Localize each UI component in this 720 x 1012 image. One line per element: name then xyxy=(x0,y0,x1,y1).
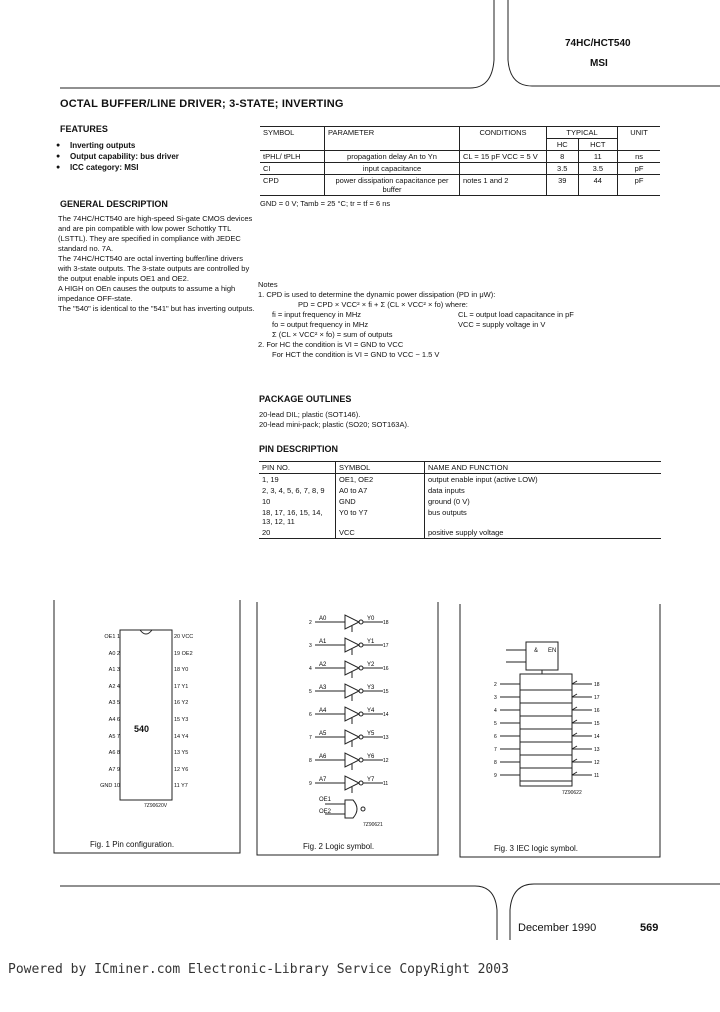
pin-left-label: A0 2 xyxy=(108,650,120,657)
cell-name: bus outputs xyxy=(425,507,662,527)
input-label: A2 xyxy=(319,662,327,668)
col-pin: PIN NO. xyxy=(262,463,290,472)
iec-in-num: 3 xyxy=(494,695,497,701)
table-row xyxy=(259,485,661,496)
iec-in-num: 5 xyxy=(494,721,497,727)
cell-unit: pF xyxy=(618,175,660,196)
pin-right-label: 12 Y6 xyxy=(174,766,189,773)
features-heading: FEATURES xyxy=(60,124,108,134)
output-pin-num: 14 xyxy=(383,712,389,718)
output-label: Y3 xyxy=(367,685,375,691)
output-pin-num: 17 xyxy=(383,643,389,649)
cell-pin: 2, 3, 4, 5, 6, 7, 8, 9 xyxy=(262,486,325,495)
input-pin-num: 6 xyxy=(309,712,312,718)
input-pin-num: 9 xyxy=(309,781,312,787)
package-line: 20-lead DIL; plastic (SOT146). xyxy=(259,410,361,419)
cell-pin: 10 xyxy=(262,497,271,506)
cell-sym: A0 to A7 xyxy=(336,485,425,496)
fig3-en: EN xyxy=(548,648,557,654)
input-label: A3 xyxy=(319,685,327,691)
general-p1: The 74HC/HCT540 are high-speed Si-gate CMOS devices and are pin compatible with low power Schottky TTL (LSTTL). They are specified in compliance with JEDEC standard no. 7A. xyxy=(58,214,253,253)
cell-hc: 3.5 xyxy=(547,163,579,175)
col-typical: TYPICAL xyxy=(547,127,618,139)
fig3-caption: Fig. 3 IEC logic symbol. xyxy=(494,844,579,853)
pin-right-label: 18 Y0 xyxy=(174,667,189,674)
pin-left-label: A7 9 xyxy=(108,766,120,773)
note-line: fi = input frequency in MHz xyxy=(272,310,362,319)
chip-label: 540 xyxy=(134,724,150,734)
credit-line: Powered by ICminer.com Electronic-Library Service CopyRight 2003 xyxy=(8,962,509,977)
col-symbol: SYMBOL xyxy=(260,127,325,151)
cell-param: input capacitance xyxy=(325,163,460,175)
pin-desc-heading: PIN DESCRIPTION xyxy=(259,444,339,454)
cell-sym: OE1, OE2 xyxy=(336,474,425,486)
pin-right-label: 14 Y4 xyxy=(174,733,189,740)
table-row xyxy=(259,507,661,527)
table-row xyxy=(260,151,660,163)
output-pin-num: 13 xyxy=(383,735,389,741)
cell-unit: pF xyxy=(618,163,660,175)
output-pin-num: 15 xyxy=(383,689,389,695)
feature-item: ● Inverting outputs xyxy=(56,140,179,151)
general-heading: GENERAL DESCRIPTION xyxy=(60,199,168,209)
input-pin-num: 4 xyxy=(309,666,312,672)
table-row xyxy=(260,163,660,175)
fig3-iec-symbol xyxy=(458,604,662,859)
note-line: For HCT the condition is VI = GND to VCC − 1.5 V xyxy=(272,350,440,359)
package-line: 20-lead mini-pack; plastic (SO20; SOT163A). xyxy=(259,420,410,429)
iec-out-num: 13 xyxy=(594,747,600,753)
output-label: Y7 xyxy=(367,777,375,783)
col-parameter: PARAMETER xyxy=(325,127,460,151)
chip-notch xyxy=(140,630,152,634)
footer-frame xyxy=(0,880,720,940)
input-label: A1 xyxy=(319,639,327,645)
fig2-oe2: OE2 xyxy=(319,809,332,815)
note-line: fo = output frequency in MHz xyxy=(272,320,369,329)
cell-sym: Y0 to Y7 xyxy=(336,507,425,527)
cell-pin: 20 xyxy=(262,528,271,537)
fig1-caption: Fig. 1 Pin configuration. xyxy=(90,840,175,849)
pin-right-label: 13 Y5 xyxy=(174,750,189,757)
cell-cond xyxy=(460,163,547,175)
col-sym: SYMBOL xyxy=(336,462,425,474)
iec-out-num: 12 xyxy=(594,760,600,766)
fig2-logic-symbol xyxy=(255,602,440,857)
cell-name: data inputs xyxy=(425,485,662,496)
pin-left-label: A2 4 xyxy=(108,683,120,690)
pin-left-label: GND 10 xyxy=(100,783,120,790)
col-unit: UNIT xyxy=(618,127,660,151)
output-label: Y0 xyxy=(367,616,375,622)
table-row xyxy=(259,474,661,486)
cell-param: power dissipation capacitance per buffer xyxy=(325,175,460,196)
pin-right-label: 11 Y7 xyxy=(174,783,188,790)
table-row xyxy=(260,175,660,196)
fig3-amp: & xyxy=(534,648,539,654)
cell-sym: VCC xyxy=(336,527,425,539)
note-line: 2. For HC the condition is VI = GND to VCC xyxy=(258,340,404,349)
features-list xyxy=(56,140,179,173)
cell-symbol: tPHL/ tPLH xyxy=(263,152,301,161)
note-line-pair xyxy=(258,310,658,320)
output-pin-num: 12 xyxy=(383,758,389,764)
pin-left-label: A1 3 xyxy=(108,667,120,674)
fig1-pin-configuration xyxy=(52,600,242,855)
cell-name: positive supply voltage xyxy=(425,527,662,539)
input-label: A0 xyxy=(319,616,327,622)
cell-symbol: CI xyxy=(263,164,271,173)
cell-hct: 11 xyxy=(578,151,618,163)
note-line: 1. CPD is used to determine the dynamic power dissipation (PD in μW): xyxy=(258,290,496,299)
cell-name: output enable input (active LOW) xyxy=(425,474,662,486)
iec-out-num: 18 xyxy=(594,682,600,688)
or-gate xyxy=(345,800,357,818)
note-line: Σ (CL × VCC² × fo) = sum of outputs xyxy=(272,330,393,339)
pin-right-label: 15 Y3 xyxy=(174,717,189,723)
pin-left-label: A3 5 xyxy=(108,700,120,707)
cell-symbol: CPD xyxy=(263,176,279,185)
note-line-pair xyxy=(258,320,658,330)
characteristics-table xyxy=(260,126,660,208)
note-line: CL = output load capacitance in pF xyxy=(458,310,574,319)
cell-unit: ns xyxy=(618,151,660,163)
table-row xyxy=(259,496,661,507)
pin-desc-table xyxy=(259,461,661,539)
pin-left-label: OE1 1 xyxy=(104,634,120,640)
input-label: A6 xyxy=(319,754,327,760)
part-number: 74HC/HCT540 xyxy=(565,38,631,49)
col-conditions: CONDITIONS xyxy=(460,127,547,151)
cell-sym: GND xyxy=(336,496,425,507)
input-pin-num: 3 xyxy=(309,643,312,649)
pin-right-label: 17 Y1 xyxy=(174,683,189,690)
cell-cond: notes 1 and 2 xyxy=(460,175,547,196)
or-bubble xyxy=(361,807,365,811)
cell-name: ground (0 V) xyxy=(425,496,662,507)
pin-left-label: A6 8 xyxy=(108,750,120,757)
fig3-code: 7Z90622 xyxy=(562,790,582,796)
input-pin-num: 8 xyxy=(309,758,312,764)
pin-left-label: A5 7 xyxy=(108,733,120,740)
col-hct: HCT xyxy=(578,139,618,151)
fig3-drawing xyxy=(458,604,662,859)
fig2-oe1: OE1 xyxy=(319,797,332,803)
output-pin-num: 16 xyxy=(383,666,389,672)
iec-out-num: 11 xyxy=(594,773,600,779)
output-label: Y4 xyxy=(367,708,375,714)
iec-in-num: 8 xyxy=(494,760,497,766)
output-label: Y5 xyxy=(367,731,375,737)
iec-in-num: 2 xyxy=(494,682,497,688)
package-heading: PACKAGE OUTLINES xyxy=(259,394,352,404)
input-label: A4 xyxy=(319,708,327,714)
iec-out-num: 16 xyxy=(594,708,600,714)
page-number: 569 xyxy=(640,922,659,934)
output-label: Y2 xyxy=(367,662,375,668)
feature-item: ● Output capability: bus driver xyxy=(56,151,179,162)
col-hc: HC xyxy=(547,139,579,151)
input-label: A5 xyxy=(319,731,327,737)
footer-date: December 1990 xyxy=(518,922,597,934)
pin-left-label: A4 6 xyxy=(108,717,120,723)
fig1-code: 7Z90620V xyxy=(144,803,168,809)
input-pin-num: 7 xyxy=(309,735,312,741)
iec-in-num: 7 xyxy=(494,747,497,753)
output-pin-num: 18 xyxy=(383,620,389,626)
general-description xyxy=(58,214,258,314)
cell-hct: 44 xyxy=(578,175,618,196)
device-class: MSI xyxy=(590,58,608,69)
iec-out-num: 15 xyxy=(594,721,600,727)
iec-in-num: 9 xyxy=(494,773,497,779)
pin-right-label: 20 VCC xyxy=(174,634,194,640)
cell-cond: CL = 15 pF VCC = 5 V xyxy=(460,151,547,163)
output-label: Y6 xyxy=(367,754,375,760)
notes-heading: Notes xyxy=(258,280,278,289)
cell-pin: 18, 17, 16, 15, 14, 13, 12, 11 xyxy=(262,508,323,526)
iec-in-num: 4 xyxy=(494,708,497,714)
input-label: A7 xyxy=(319,777,327,783)
general-p2: The 74HC/HCT540 are octal inverting buffer/line drivers with 3-state outputs. The 3-state outputs are controlled by the output enable inputs OE1 and OE2. xyxy=(58,254,250,283)
cell-hct: 3.5 xyxy=(578,163,618,175)
fig2-code: 7Z90621 xyxy=(363,822,383,828)
iec-in-num: 6 xyxy=(494,734,497,740)
iec-out-num: 17 xyxy=(594,695,600,701)
output-label: Y1 xyxy=(367,639,375,645)
col-name: NAME AND FUNCTION xyxy=(425,462,662,474)
input-pin-num: 2 xyxy=(309,620,312,626)
pin-right-label: 19 OE2 xyxy=(174,650,193,657)
general-p4: The "540" is identical to the "541" but has inverting outputs. xyxy=(58,304,255,313)
feature-item: ● ICC category: MSI xyxy=(56,162,179,173)
table-row xyxy=(259,527,661,539)
output-pin-num: 11 xyxy=(383,781,389,787)
page-title: OCTAL BUFFER/LINE DRIVER; 3-STATE; INVERTING xyxy=(60,98,344,110)
cell-param: propagation delay An to Yn xyxy=(325,151,460,163)
cell-hc: 8 xyxy=(547,151,579,163)
iec-out-num: 14 xyxy=(594,734,600,740)
cell-hc: 39 xyxy=(547,175,579,196)
note-line: VCC = supply voltage in V xyxy=(458,320,546,329)
package-list xyxy=(259,410,409,430)
pin-right-label: 16 Y2 xyxy=(174,700,189,707)
cell-pin: 1, 19 xyxy=(262,475,279,484)
general-p3: A HIGH on OEn causes the outputs to assume a high impedance OFF-state. xyxy=(58,284,236,303)
fig2-drawing xyxy=(255,602,440,857)
table-footnote: GND = 0 V; Tamb = 25 °C; tr = tf = 6 ns xyxy=(260,199,391,208)
chip-body xyxy=(120,630,172,800)
notes xyxy=(258,280,658,360)
input-pin-num: 5 xyxy=(309,689,312,695)
fig2-caption: Fig. 2 Logic symbol. xyxy=(303,842,375,851)
note-line: PD = CPD × VCC² × fi + Σ (CL × VCC² × fo) where: xyxy=(298,300,468,309)
